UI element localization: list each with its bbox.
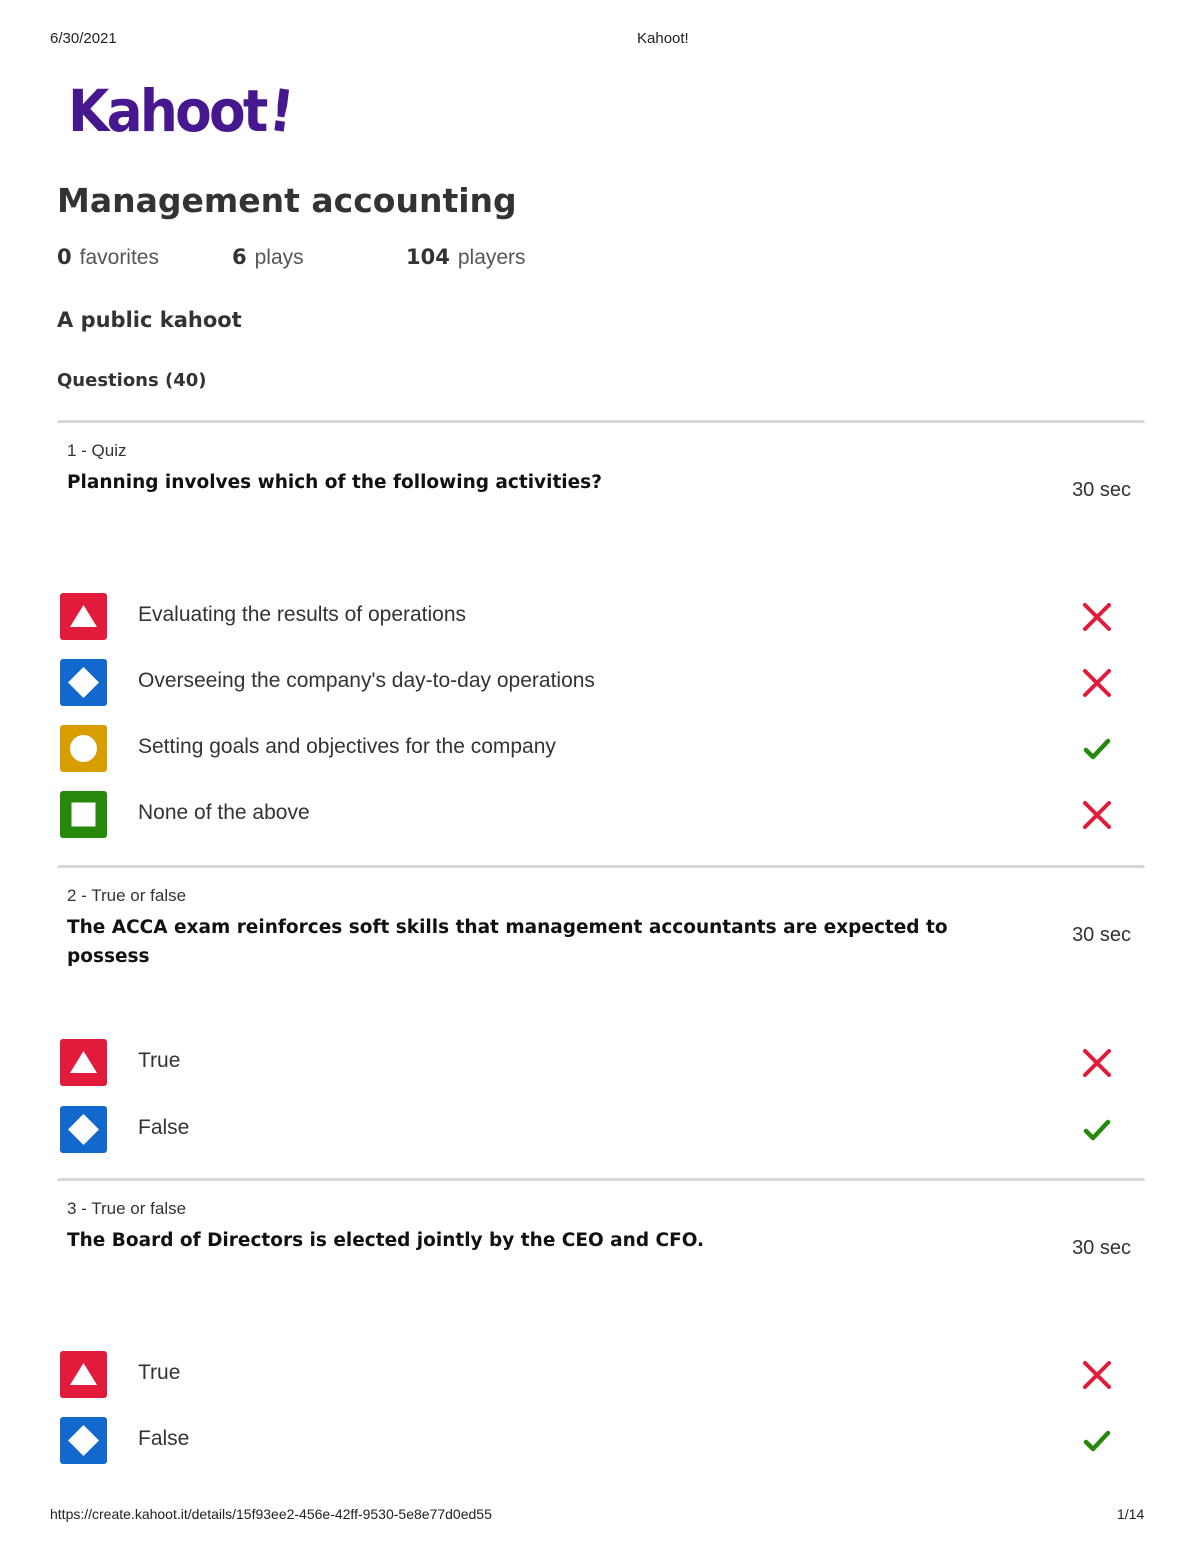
question-time-limit: 30 sec bbox=[1072, 479, 1131, 501]
question-card bbox=[57, 865, 1145, 1139]
diamond-icon bbox=[60, 1417, 107, 1464]
question-card bbox=[57, 420, 1145, 824]
answer-text: True bbox=[138, 1049, 181, 1072]
question-text: The Board of Directors is elected jointly by the CEO and CFO. bbox=[67, 1230, 705, 1251]
logo-text: Kahoot bbox=[68, 77, 266, 145]
correct-check-icon bbox=[1081, 1114, 1113, 1146]
question-text: The ACCA exam reinforces soft skills that management accountants are expected to possess bbox=[67, 917, 948, 967]
correct-check-icon bbox=[1081, 1425, 1113, 1457]
question-type: 3 - True or false bbox=[67, 1199, 187, 1218]
question-text: Planning involves which of the following activities? bbox=[67, 472, 602, 493]
triangle-icon bbox=[60, 1351, 107, 1398]
print-page-number: 1/14 bbox=[1117, 1506, 1145, 1522]
correct-check-icon bbox=[1081, 733, 1113, 765]
answer-row bbox=[60, 1417, 1145, 1465]
logo-bang: ! bbox=[265, 75, 296, 147]
square-icon bbox=[60, 791, 107, 838]
plays-count: 6 bbox=[232, 245, 247, 269]
incorrect-cross-icon bbox=[1081, 1359, 1113, 1391]
answer-row bbox=[60, 1106, 1145, 1154]
answer-text: Setting goals and objectives for the company bbox=[138, 735, 556, 758]
answer-text: None of the above bbox=[138, 801, 310, 824]
circle-icon bbox=[60, 725, 107, 772]
questions-heading: Questions (40) bbox=[57, 370, 207, 391]
diamond-icon bbox=[60, 1106, 107, 1153]
kahoot-title: Management accounting bbox=[57, 181, 517, 220]
plays-stat bbox=[232, 245, 304, 270]
visibility-label: A public kahoot bbox=[57, 308, 242, 332]
print-page-title: Kahoot! bbox=[637, 30, 689, 47]
kahoot-logo[interactable] bbox=[68, 75, 296, 147]
triangle-icon bbox=[60, 593, 107, 640]
question-type: 1 - Quiz bbox=[67, 441, 127, 460]
question-card bbox=[57, 1178, 1145, 1450]
triangle-icon bbox=[60, 1039, 107, 1086]
diamond-icon bbox=[60, 659, 107, 706]
print-date: 6/30/2021 bbox=[50, 30, 117, 47]
answer-text: False bbox=[138, 1427, 190, 1450]
answer-text: True bbox=[138, 1361, 181, 1384]
question-time-limit: 30 sec bbox=[1072, 1237, 1131, 1259]
incorrect-cross-icon bbox=[1081, 667, 1113, 699]
answer-row bbox=[60, 593, 1145, 641]
favorites-label: favorites bbox=[79, 246, 159, 269]
answer-row bbox=[60, 1351, 1145, 1399]
answer-text: False bbox=[138, 1116, 190, 1139]
answer-row bbox=[60, 725, 1145, 773]
players-stat bbox=[406, 245, 526, 270]
answer-row bbox=[60, 1039, 1145, 1087]
incorrect-cross-icon bbox=[1081, 799, 1113, 831]
incorrect-cross-icon bbox=[1081, 601, 1113, 633]
players-label: players bbox=[457, 246, 526, 269]
incorrect-cross-icon bbox=[1081, 1047, 1113, 1079]
question-time-limit: 30 sec bbox=[1072, 924, 1131, 946]
answer-text: Overseeing the company's day-to-day operations bbox=[138, 669, 595, 692]
answer-text: Evaluating the results of operations bbox=[138, 603, 467, 626]
players-count: 104 bbox=[406, 245, 450, 269]
question-type: 2 - True or false bbox=[67, 886, 187, 905]
answer-row bbox=[60, 791, 1145, 839]
plays-label: plays bbox=[254, 246, 304, 269]
answer-row bbox=[60, 659, 1145, 707]
print-url: https://create.kahoot.it/details/15f93ee2-456e-42ff-9530-5e8e77d0ed55 bbox=[50, 1506, 492, 1522]
favorites-stat bbox=[57, 245, 159, 270]
favorites-count: 0 bbox=[57, 245, 72, 269]
